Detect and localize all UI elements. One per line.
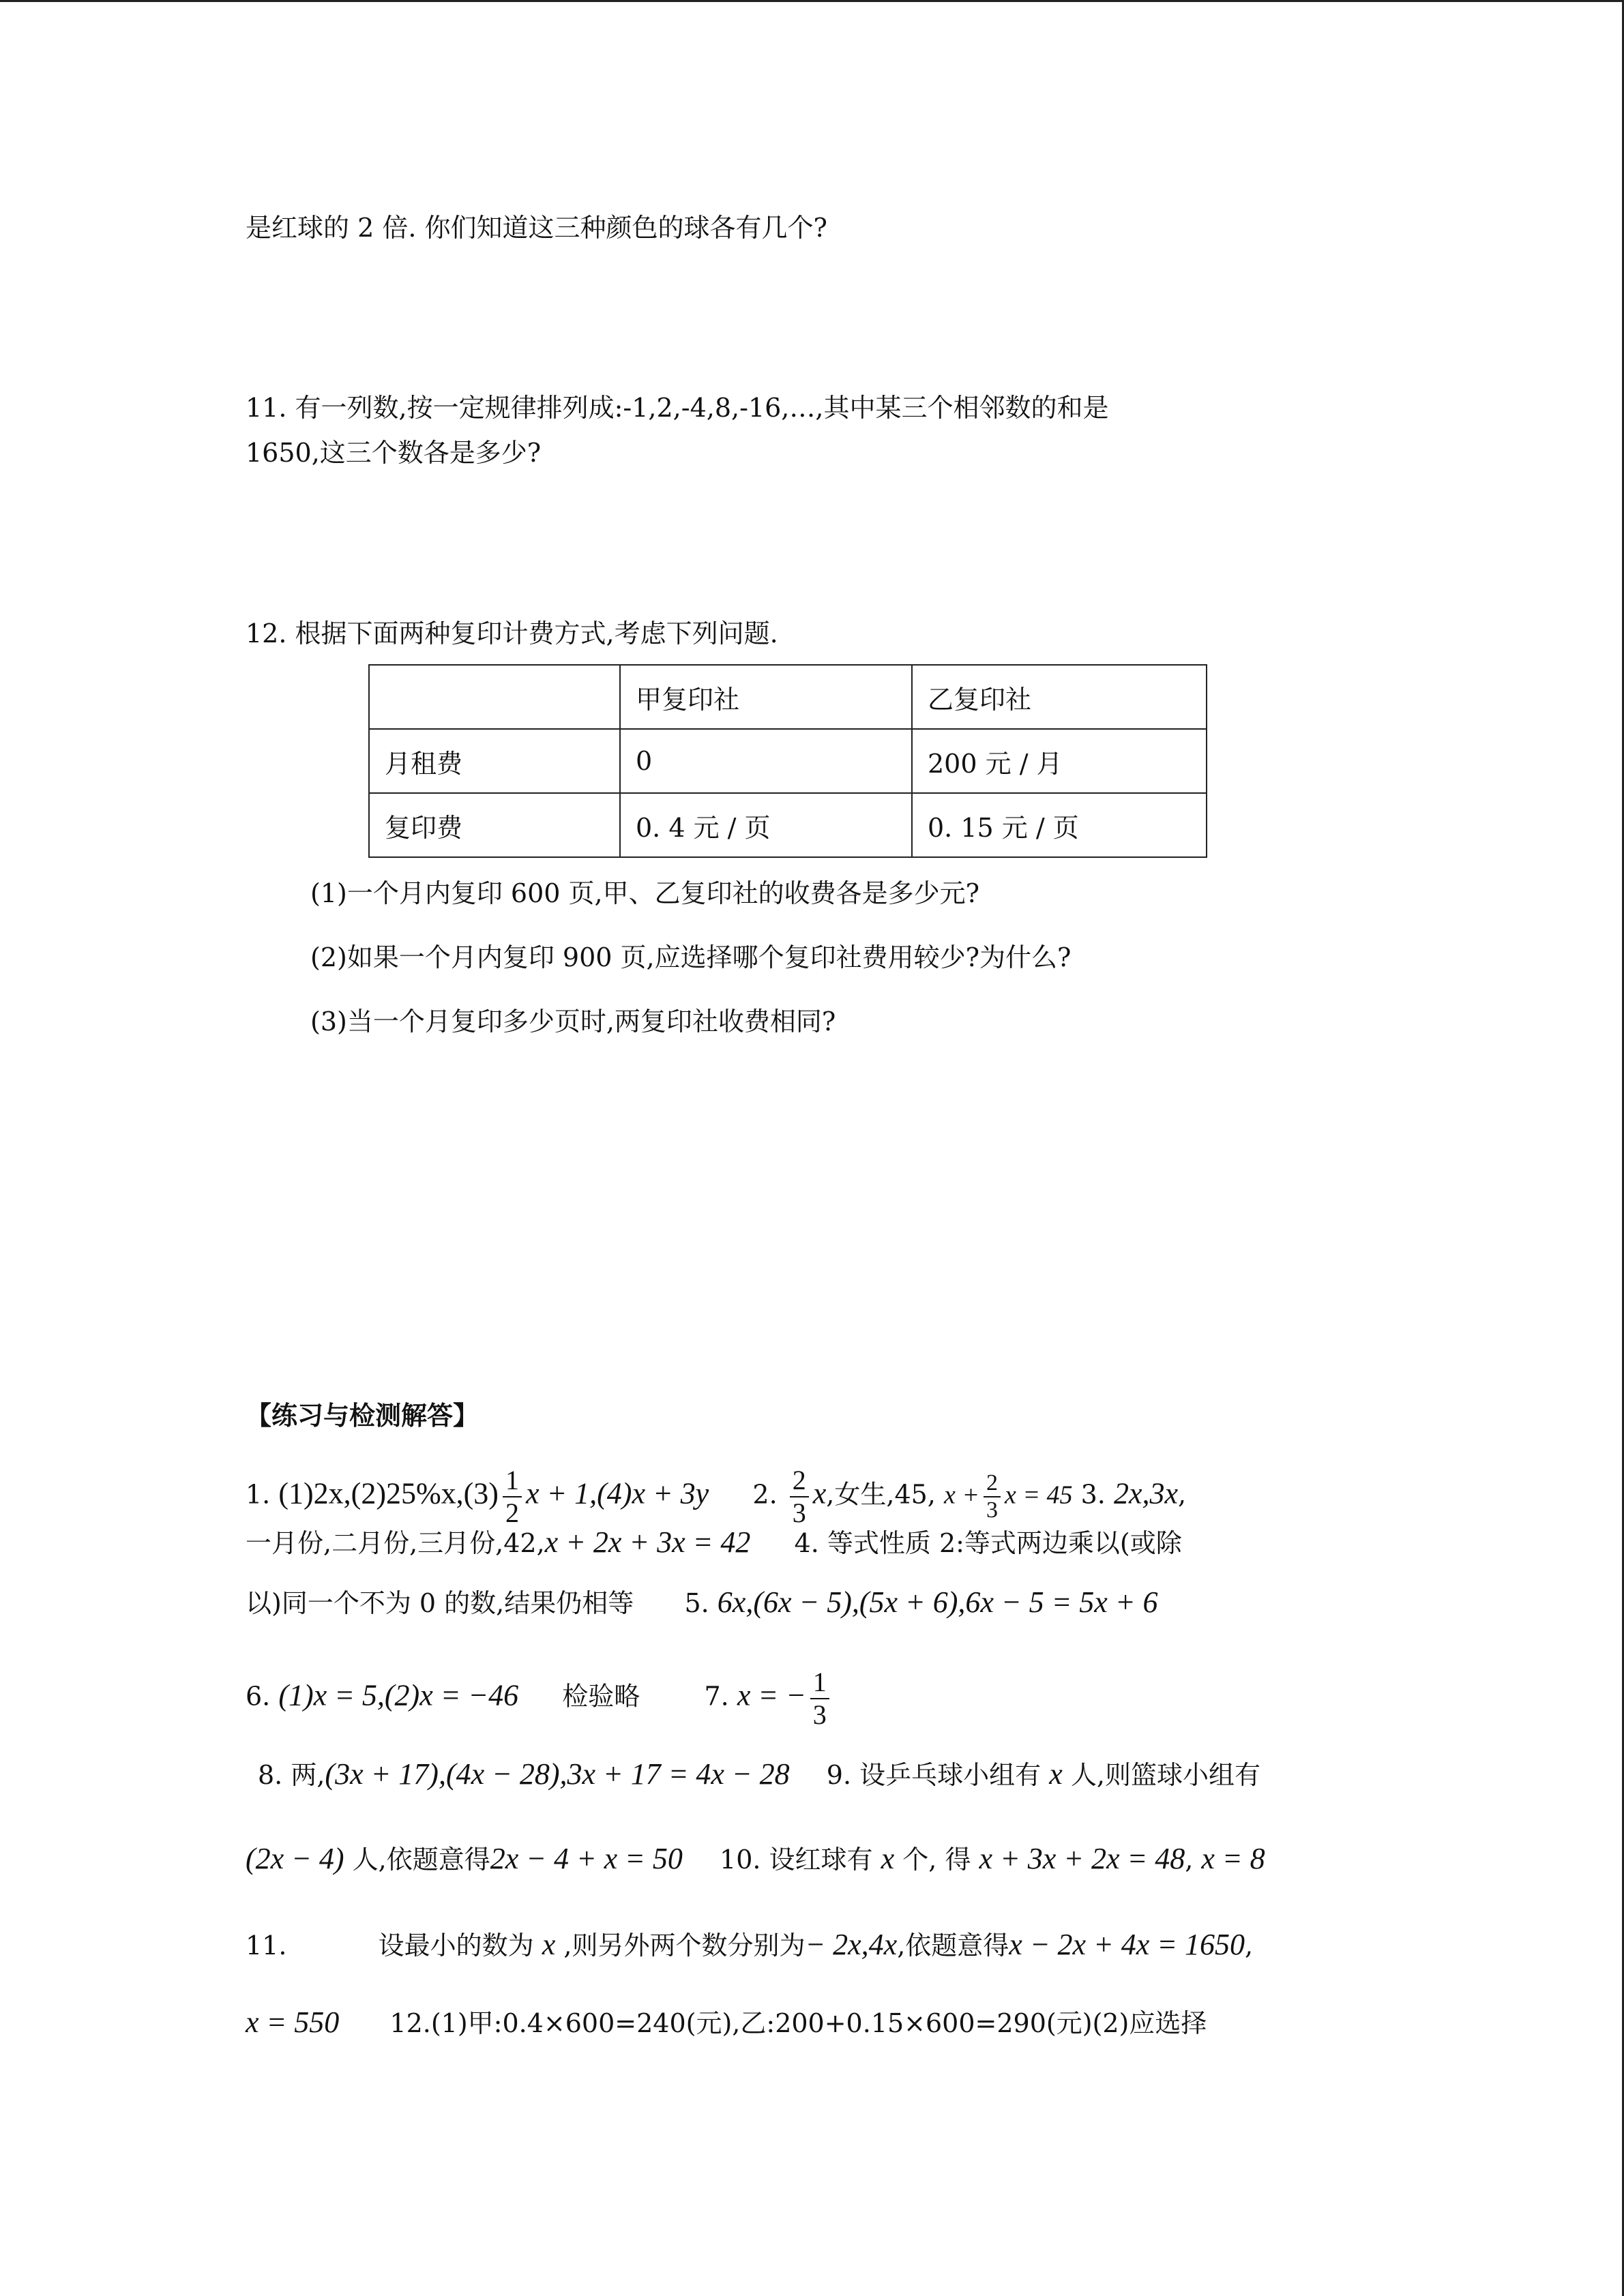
math-expression: x + 1,(4)x + 3y [525,1476,709,1510]
answer-text: 个, 得 [902,1845,971,1875]
question-11-line-2: 1650,这三个数各是多少? [246,438,542,468]
table-cell: 0. 15 元 / 页 [912,793,1207,857]
answer-text: , [1185,1845,1194,1875]
math-expression: x [881,1842,895,1875]
table-cell [369,665,620,729]
answer-text: ,则另外两个数分别为 [563,1930,806,1960]
answer-text: 以)同一个不为 0 的数,结果仍相等 [246,1588,634,1618]
math-expression: (2x − 4) [246,1842,344,1875]
math-expression: x [1049,1757,1063,1791]
answer-number: 6. [246,1681,271,1712]
question-12-sub-1: (1)一个月内复印 600 页,甲、乙复印社的收费各是多少元? [310,878,979,908]
question-12-sub-2: (2)如果一个月内复印 900 页,应选择哪个复印社费用较少?为什么? [310,942,1072,972]
table-cell: 0 [620,729,912,793]
answer-text: 人,则篮球小组有 [1070,1760,1260,1790]
question-10-tail: 是红球的 2 倍. 你们知道这三种颜色的球各有几个? [246,213,827,243]
fraction-numerator: 2 [790,1465,809,1497]
math-expression: x [542,1928,556,1961]
answer-line-2 [246,1525,1182,1561]
answer-number: 2. [752,1479,778,1510]
table-row [369,729,1207,793]
math-expression: x = 8 [1201,1842,1265,1875]
table-row-label: 月租费 [369,729,620,793]
math-expression: x + 2x + 3x = 42 [544,1525,751,1559]
fraction-denominator: 3 [986,1497,998,1523]
math-expression: x = − [737,1678,806,1712]
table-header-cell: 甲复印社 [620,665,912,729]
math-expression: x + 3x + 2x = 48 [979,1842,1185,1875]
fraction-numerator: 1 [810,1667,829,1699]
page-border-top [0,0,1624,2]
math-expression: − 2x,4x [805,1928,898,1961]
answer-number: 11. [246,1930,287,1960]
answer-text: ,依题意得 [897,1930,1009,1960]
question-12-sub-3: (3)当一个月复印多少页时,两复印社收费相同? [310,1007,836,1037]
table-cell: 200 元 / 月 [912,729,1207,793]
math-expression: x [812,1476,827,1510]
question-12-intro: 12. 根据下面两种复印计费方式,考虑下列问题. [246,618,778,648]
answer-text: 12.(1)甲:0.4×600=240(元),乙:200+0.15×600=290(元)(2)应选择 [389,2008,1207,2038]
answer-line-6 [246,1841,1265,1877]
answer-text: 一月份,二月份,三月份,42, [246,1528,545,1558]
table-header-cell: 乙复印社 [912,665,1207,729]
math-expression: 2x,3x [1113,1476,1179,1510]
answer-text: 10. 设红球有 [720,1845,873,1875]
question-11-line-1: 11. 有一列数,按一定规律排列成:-1,2,-4,8,-16,…,其中某三个相邻数的和是 [246,393,1109,423]
math-expression: x + [943,1480,979,1510]
answer-text: ,女生,45, [826,1479,936,1510]
answer-line-8 [246,2005,1207,2041]
math-expression: 2x − 4 + x = 50 [490,1842,683,1875]
answer-number: 7. [704,1681,729,1712]
answer-text: 9. 设乒乓球小组有 [826,1760,1042,1790]
answer-line-7 [246,1927,1253,1963]
answer-line-1 [246,1465,1186,1529]
fraction-denominator: 2 [505,1497,519,1528]
answer-text: 设最小的数为 [378,1930,534,1960]
answer-text: , [1178,1479,1187,1510]
math-expression: x − 2x + 4x = 1650 [1009,1928,1245,1961]
fraction-denominator: 3 [792,1497,806,1528]
fraction [503,1465,522,1529]
answer-text: 8. 两, [258,1760,325,1790]
math-expression: 6x,(6x − 5),(5x + 6),6x − 5 = 5x + 6 [717,1585,1158,1619]
answer-text: 人,依题意得 [352,1845,490,1875]
fraction-numerator: 1 [503,1465,522,1497]
table-row-label: 复印费 [369,793,620,857]
answer-line-4 [246,1667,833,1731]
fraction-numerator: 2 [984,1470,1001,1497]
math-expression: (1)2x,(2)25%x,(3) [278,1476,499,1510]
answer-text: , [1244,1930,1254,1960]
answer-line-3 [246,1585,1158,1621]
answers-heading: 【练习与检测解答】 [246,1401,479,1431]
fraction [790,1465,809,1529]
fraction-denominator: 3 [812,1699,827,1730]
copy-fee-table [368,664,1207,858]
answer-number: 1. [246,1479,271,1510]
table-row [369,665,1207,729]
table-cell: 0. 4 元 / 页 [620,793,912,857]
math-expression: x = 550 [246,2006,340,2039]
answer-number: 5. [684,1588,709,1618]
math-expression: x = 45 [1005,1480,1073,1510]
fraction [810,1667,829,1731]
table-row [369,793,1207,857]
answer-line-5 [258,1757,1260,1793]
fraction [984,1470,1001,1523]
answer-text: 检验略 [562,1681,640,1712]
math-expression: (1)x = 5,(2)x = −46 [278,1678,519,1712]
math-expression: (3x + 17),(4x − 28),3x + 17 = 4x − 28 [325,1757,790,1791]
answer-text: 4. 等式性质 2:等式两边乘以(或除 [794,1528,1182,1558]
answer-number: 3. [1080,1479,1106,1510]
